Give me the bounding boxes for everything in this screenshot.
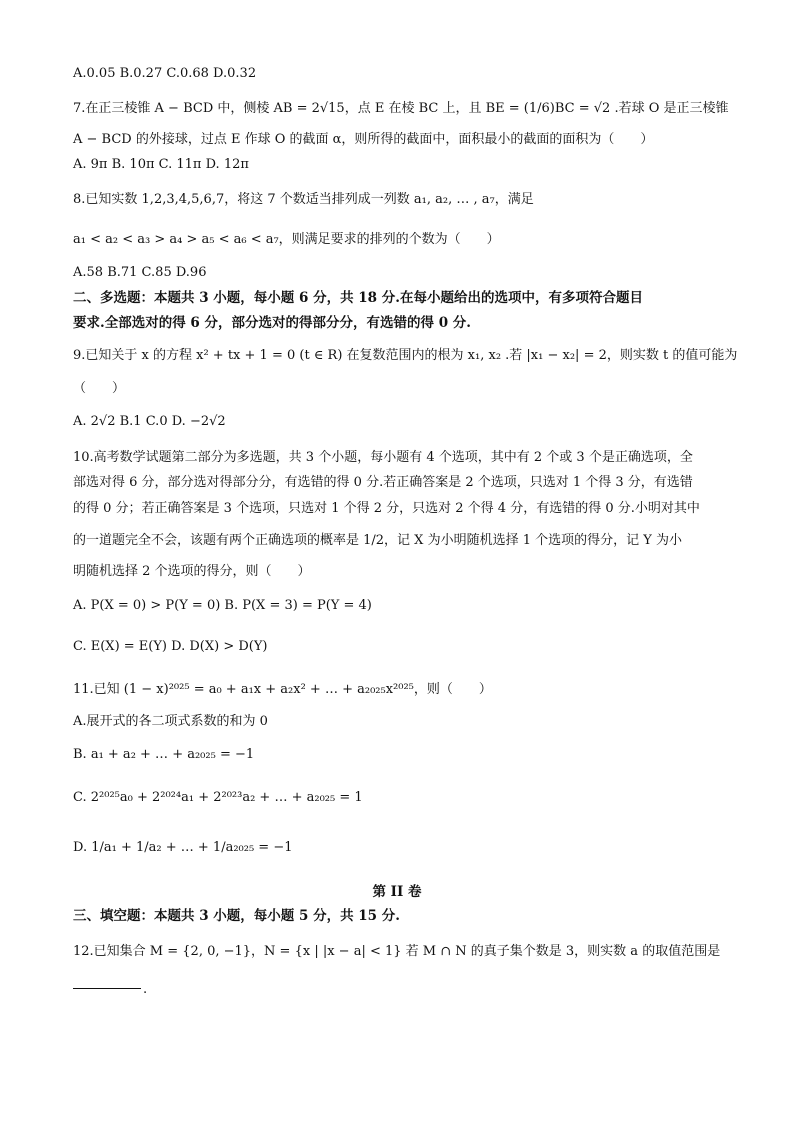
q6-options: A.0.05 B.0.27 C.0.68 D.0.32	[73, 66, 257, 81]
q10-stem-line1: 10.高考数学试题第二部分为多选题，共 3 个小题，每小题有 4 个选项，其中有 2 个或 3 个是正确选项，全	[73, 450, 693, 465]
section3-heading: 三、填空题：本题共 3 小题，每小题 5 分，共 15 分.	[73, 908, 400, 924]
q11-option-b: B. a₁ + a₂ + … + a₂₀₂₅ = −1	[73, 747, 255, 762]
q11-option-d: D. 1/a₁ + 1/a₂ + … + 1/a₂₀₂₅ = −1	[73, 840, 293, 855]
q7-stem-line1: 7.在正三棱锥 A − BCD 中，侧棱 AB = 2√15，点 E 在棱 BC 上，且 BE = (1/6)BC = √2 .若球 O 是正三棱锥	[73, 101, 729, 116]
q11-option-a: A.展开式的各二项式系数的和为 0	[73, 714, 268, 729]
q10-stem-line4: 的一道题完全不会，该题有两个正确选项的概率是 1/2，记 X 为小明随机选择 1 个选项的得分，记 Y 为小	[73, 533, 682, 548]
q11-option-c: C. 2²⁰²⁵a₀ + 2²⁰²⁴a₁ + 2²⁰²³a₂ + … + a₂₀₂₅ = 1	[73, 790, 363, 805]
q8-options: A.58 B.71 C.85 D.96	[73, 265, 207, 280]
q10-stem-line3: 的得 0 分；若正确答案是 3 个选项，只选对 1 个得 2 分，只选对 2 个得 4 分，有选错的得 0 分.小明对其中	[73, 501, 700, 516]
q11-stem: 11.已知 (1 − x)²⁰²⁵ = a₀ + a₁x + a₂x² + … + a₂₀₂₅x²⁰²⁵，则（ ）	[73, 682, 492, 697]
q8-stem-line1: 8.已知实数 1,2,3,4,5,6,7，将这 7 个数适当排列成一列数 a₁, a₂, … , a₇，满足	[73, 192, 534, 207]
q10-options-ab: A. P(X = 0) > P(Y = 0) B. P(X = 3) = P(Y = 4)	[73, 598, 372, 613]
q12-period: .	[143, 982, 148, 997]
q7-stem-line2: A − BCD 的外接球，过点 E 作球 O 的截面 α，则所得的截面中，面积最小的截面的面积为（ ）	[73, 132, 654, 147]
q9-stem-line1: 9.已知关于 x 的方程 x² + tx + 1 = 0 (t ∈ R) 在复数范围内的根为 x₁, x₂ .若 |x₁ − x₂| = 2，则实数 t 的值可能为	[73, 348, 738, 363]
q8-stem-line2: a₁ < a₂ < a₃ > a₄ > a₅ < a₆ < a₇，则满足要求的排列的个数为（ ）	[73, 232, 500, 247]
section2-heading-line2: 要求.全部选对的得 6 分，部分选对的得部分分，有选错的得 0 分.	[73, 315, 471, 331]
part2-title: 第 II 卷	[372, 884, 422, 900]
section2-heading-line1: 二、多选题：本题共 3 小题，每小题 6 分，共 18 分.在每小题给出的选项中，有多项符合题目	[73, 290, 643, 306]
q10-stem-line2: 部选对得 6 分，部分选对得部分分，有选错的得 0 分.若正确答案是 2 个选项，只选对 1 个得 3 分，有选错	[73, 475, 693, 490]
q12-answer-blank[interactable]	[73, 987, 141, 989]
q9-paren: （ ）	[73, 381, 126, 396]
q9-options: A. 2√2 B.1 C.0 D. −2√2	[73, 414, 226, 429]
q12-stem: 12.已知集合 M = {2, 0, −1}，N = {x | |x − a| < 1} 若 M ∩ N 的真子集个数是 3，则实数 a 的取值范围是	[73, 944, 721, 959]
q10-stem-line5: 明随机选择 2 个选项的得分，则（ ）	[73, 564, 311, 579]
q10-options-cd: C. E(X) = E(Y) D. D(X) > D(Y)	[73, 639, 268, 654]
q7-options: A. 9π B. 10π C. 11π D. 12π	[73, 157, 249, 172]
